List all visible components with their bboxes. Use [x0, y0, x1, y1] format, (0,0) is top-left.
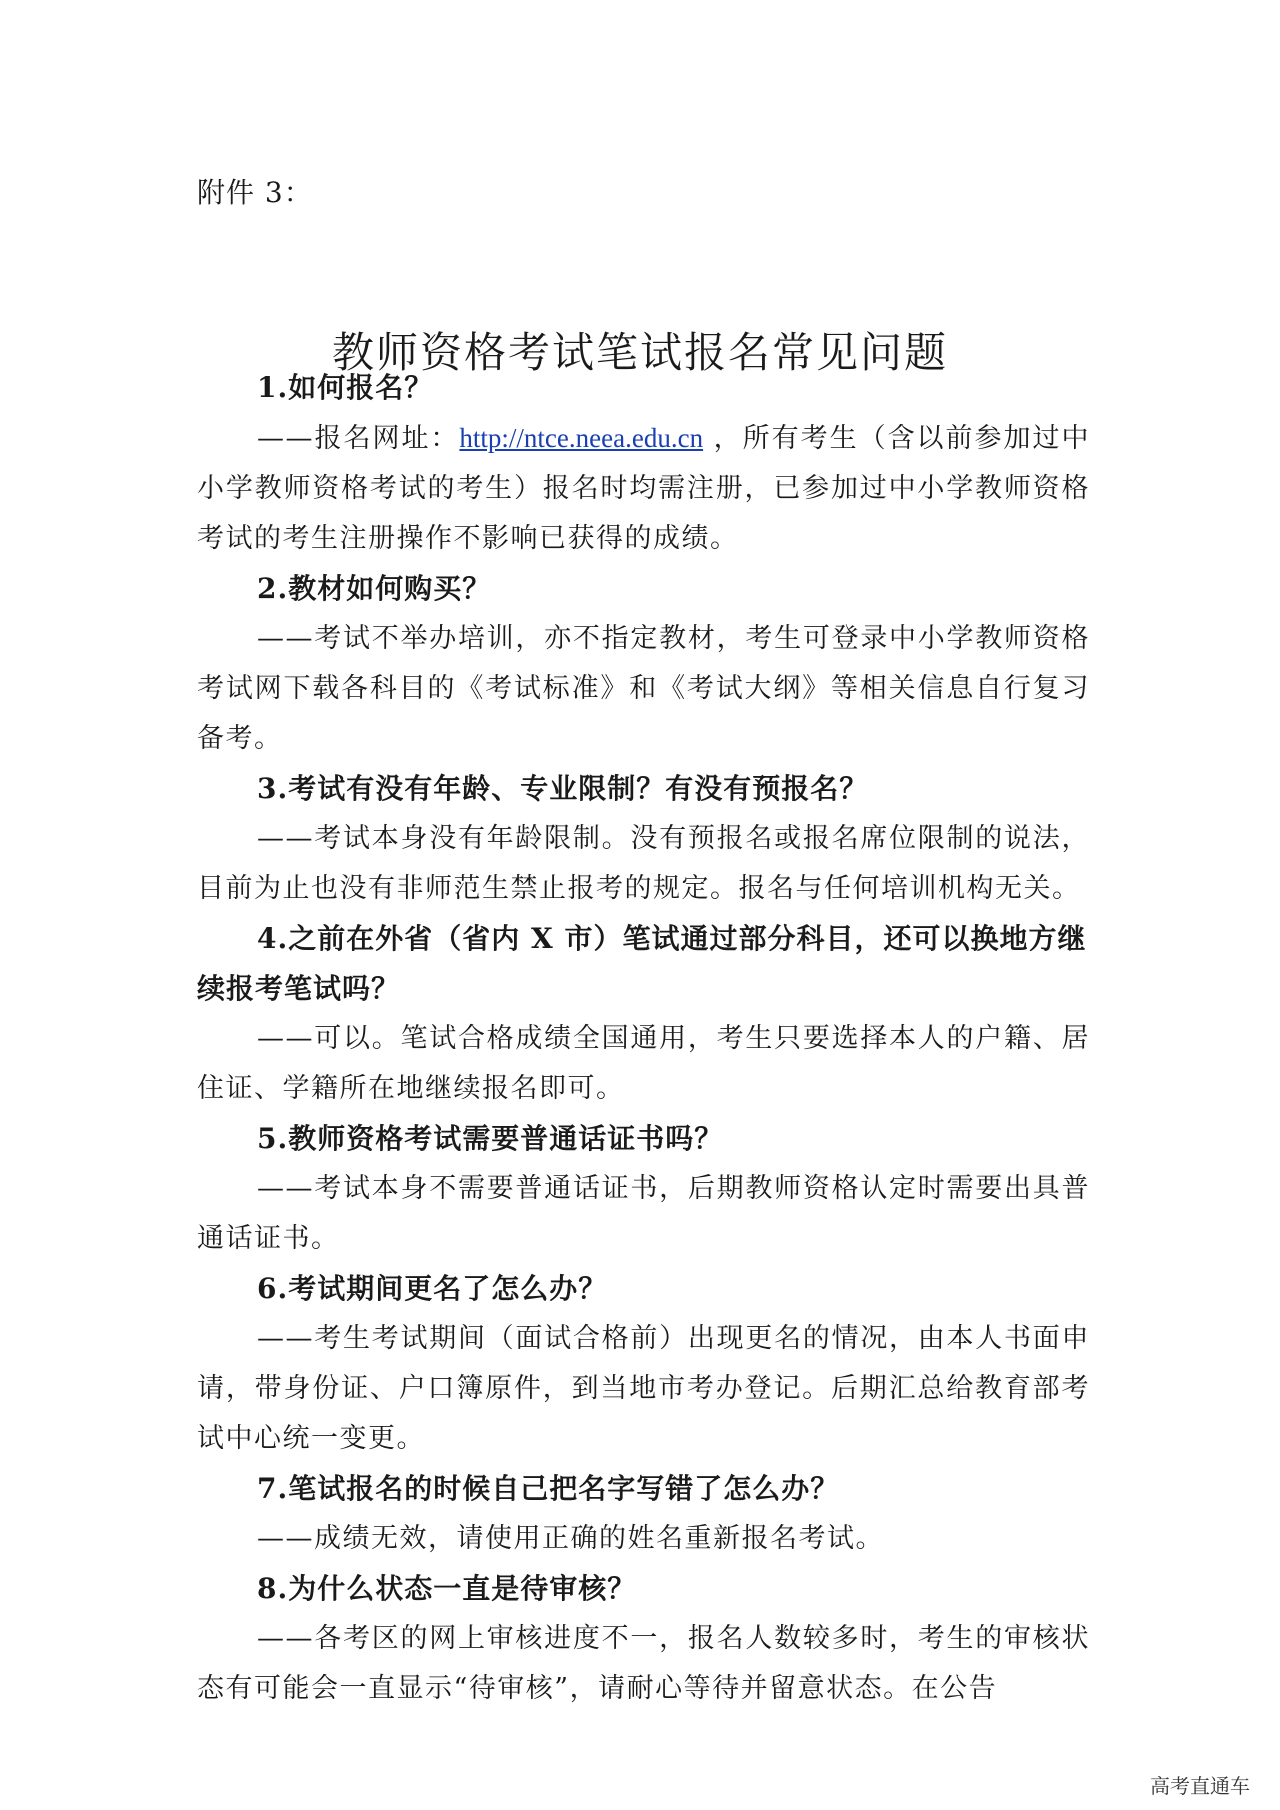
faq-answer-2: ——考试不举办培训，亦不指定教材，考生可登录中小学教师资格考试网下载各科目的《考试标准》和《考试大纲》等相关信息自行复习备考。 [197, 623, 1090, 754]
faq-question-4: 4.之前在外省（省内 X 市）笔试通过部分科目，还可以换地方继续报考笔试吗？ [197, 922, 1087, 1005]
faq-question-7: 7.笔试报名的时候自己把名字写错了怎么办？ [257, 1472, 840, 1505]
faq-list [197, 363, 1090, 1714]
document-title: 教师资格考试笔试报名常见问题 [331, 328, 948, 378]
answer-text: ，所有考生（含以前参加过中小学教师资格考试的考生）报名时均需注册，已参加过中小学教师资格考试的考生注册操作不影响已获得的成绩。 [197, 423, 1090, 554]
faq-answer-7: ——成绩无效，请使用正确的姓名重新报名考试。 [257, 1523, 884, 1554]
faq-answer-4: ——可以。笔试合格成绩全国通用，考生只要选择本人的户籍、居住证、学籍所在地继续报名即可。 [197, 1023, 1090, 1104]
answer-text: ——报名网址： [257, 423, 460, 454]
attachment-label: 附件 3： [197, 176, 313, 209]
faq-question-1: 1.如何报名？ [257, 371, 434, 404]
faq-question-8: 8.为什么状态一直是待审核？ [257, 1572, 637, 1605]
faq-answer-6: ——考生考试期间（面试合格前）出现更名的情况，由本人书面申请，带身份证、户口簿原件，到当地市考办登记。后期汇总给教育部考试中心统一变更。 [197, 1323, 1090, 1454]
faq-question-6: 6.考试期间更名了怎么办？ [257, 1272, 608, 1305]
registration-link[interactable]: http://ntce.neea.edu.cn [459, 423, 704, 453]
faq-answer-8: ——各考区的网上审核进度不一，报名人数较多时，考生的审核状态有可能会一直显示“待审核”，请耐心等待并留意状态。在公告 [197, 1623, 1090, 1704]
faq-question-3: 3.考试有没有年龄、专业限制？有没有预报名？ [257, 772, 869, 805]
site-watermark: 高考直通车 [1150, 1774, 1250, 1798]
faq-answer-5: ——考试本身不需要普通话证书，后期教师资格认定时需要出具普通话证书。 [197, 1173, 1090, 1254]
faq-question-2: 2.教材如何购买？ [257, 572, 492, 605]
faq-answer-1 [197, 413, 1090, 564]
faq-answer-3: ——考试本身没有年龄限制。没有预报名或报名席位限制的说法，目前为止也没有非师范生禁止报考的规定。报名与任何培训机构无关。 [197, 823, 1090, 904]
faq-question-5: 5.教师资格考试需要普通话证书吗？ [257, 1122, 724, 1155]
